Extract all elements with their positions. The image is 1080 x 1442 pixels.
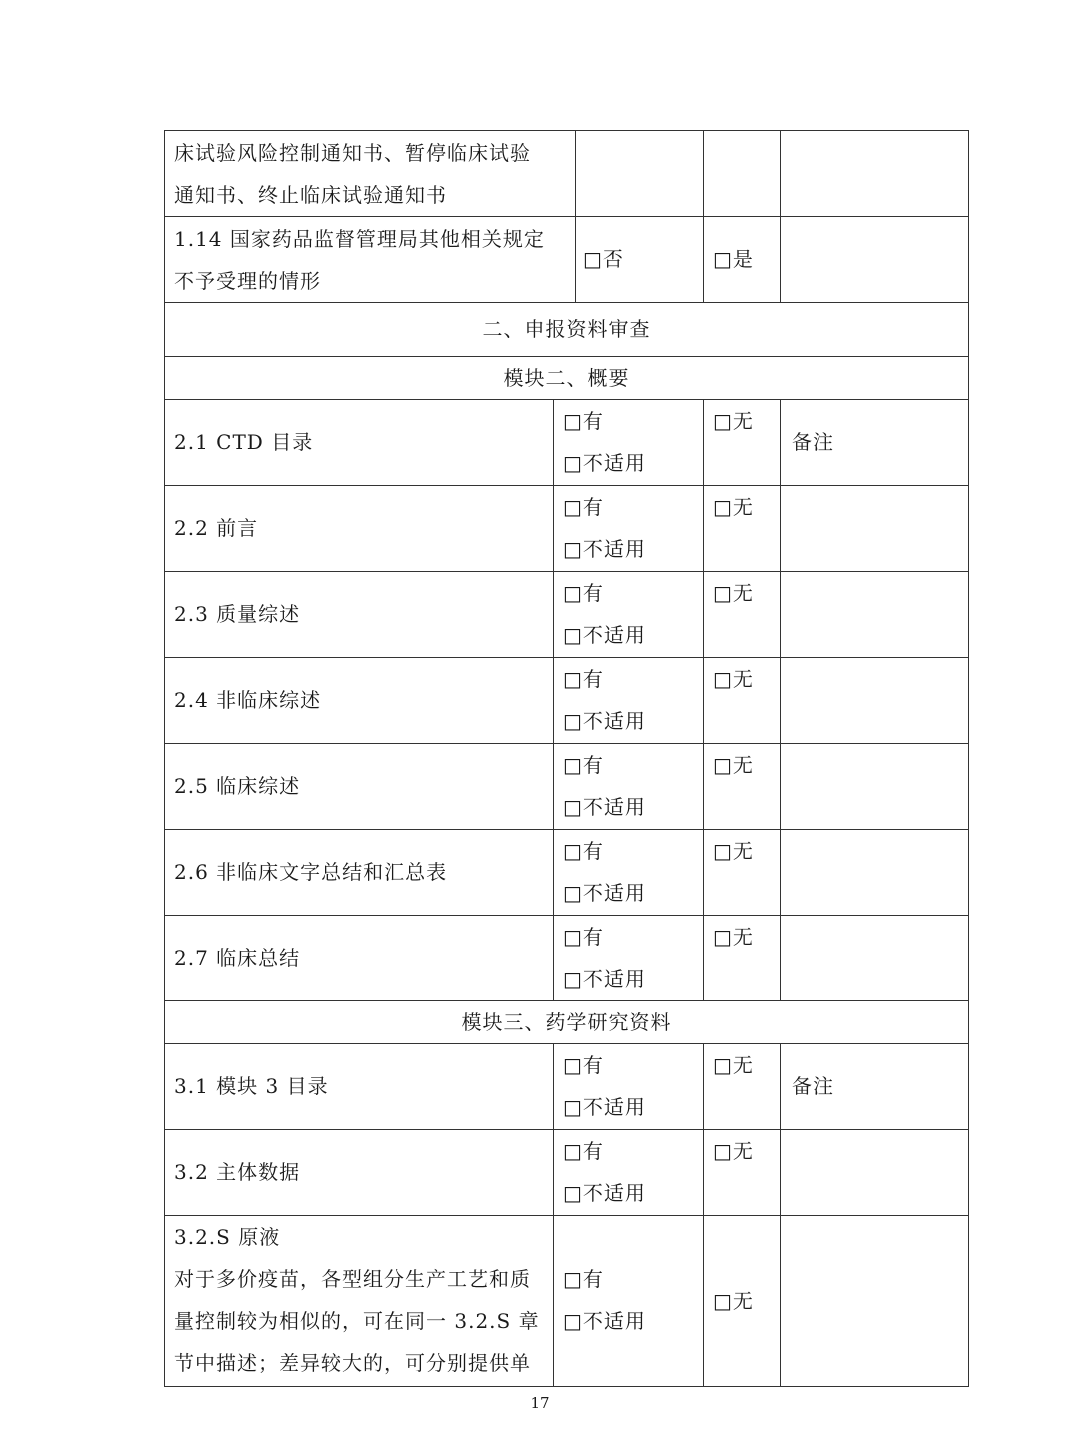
checkbox-has[interactable]: □有 [563, 495, 604, 519]
item-label: 2.3 质量综述 [174, 602, 301, 626]
checkbox-not-applicable[interactable]: □不适用 [563, 967, 646, 991]
checkbox-none[interactable]: □无 [713, 667, 754, 691]
checkbox-not-applicable[interactable]: □不适用 [563, 537, 646, 561]
remark-label: 备注 [792, 1074, 834, 1098]
item-label: 2.5 临床综述 [174, 774, 301, 798]
checkbox-has[interactable]: □有 [563, 1139, 604, 1163]
checkbox-not-applicable[interactable]: □不适用 [563, 623, 646, 647]
item-label: 3.2 主体数据 [174, 1160, 301, 1184]
col-divider [703, 399, 704, 1000]
checkbox-not-applicable[interactable]: □不适用 [563, 1181, 646, 1205]
col-divider [703, 1043, 704, 1387]
checkbox-not-applicable[interactable]: □不适用 [563, 795, 646, 819]
col-divider [780, 399, 781, 1000]
item-label: 2.4 非临床综述 [174, 688, 322, 712]
page-number: 17 [530, 1394, 550, 1412]
item-label: 3.1 模块 3 目录 [174, 1074, 329, 1098]
row-divider [164, 216, 969, 217]
checkbox-none[interactable]: □无 [713, 753, 754, 777]
checkbox-has[interactable]: □有 [563, 581, 604, 605]
col-divider [703, 130, 704, 302]
row-label: 1.14 国家药品监督管理局其他相关规定 不予受理的情形 [174, 227, 545, 293]
row-divider [164, 302, 969, 303]
item-label: 2.2 前言 [174, 516, 259, 540]
checkbox-has[interactable]: □有 [563, 667, 604, 691]
option-yes-checkbox[interactable]: □是 [713, 247, 754, 271]
section-title: 二、申报资料审查 [482, 317, 651, 341]
checkbox-not-applicable[interactable]: □不适用 [563, 881, 646, 905]
item-label: 2.7 临床总结 [174, 946, 301, 970]
checkbox-has[interactable]: □有 [563, 1267, 604, 1291]
col-divider [553, 399, 554, 1000]
checkbox-not-applicable[interactable]: □不适用 [563, 1095, 646, 1119]
item-label: 2.6 非临床文字总结和汇总表 [174, 860, 448, 884]
row-label: 床试验风险控制通知书、暂停临床试验 通知书、终止临床试验通知书 [174, 141, 531, 207]
module-3-title: 模块三、药学研究资料 [461, 1010, 672, 1034]
checkbox-has[interactable]: □有 [563, 753, 604, 777]
checkbox-none[interactable]: □无 [713, 495, 754, 519]
checkbox-has[interactable]: □有 [563, 839, 604, 863]
col-divider [780, 130, 781, 302]
col-divider [575, 130, 576, 302]
remark-label: 备注 [792, 430, 834, 454]
checkbox-none[interactable]: □无 [713, 925, 754, 949]
checkbox-not-applicable[interactable]: □不适用 [563, 709, 646, 733]
option-no-checkbox[interactable]: □否 [583, 247, 624, 271]
checkbox-none[interactable]: □无 [713, 581, 754, 605]
checkbox-has[interactable]: □有 [563, 409, 604, 433]
col-divider [780, 1043, 781, 1387]
module-2-title: 模块二、概要 [503, 366, 630, 390]
checkbox-none[interactable]: □无 [713, 839, 754, 863]
checkbox-has[interactable]: □有 [563, 925, 604, 949]
checkbox-none[interactable]: □无 [713, 1053, 754, 1077]
checkbox-not-applicable[interactable]: □不适用 [563, 451, 646, 475]
checkbox-none[interactable]: □无 [713, 1289, 754, 1313]
item-label: 2.1 CTD 目录 [174, 430, 314, 454]
checkbox-has[interactable]: □有 [563, 1053, 604, 1077]
checkbox-none[interactable]: □无 [713, 409, 754, 433]
checkbox-not-applicable[interactable]: □不适用 [563, 1309, 646, 1333]
checkbox-none[interactable]: □无 [713, 1139, 754, 1163]
item-label: 3.2.S 原液 对于多价疫苗，各型组分生产工艺和质 量控制较为相似的，可在同一 3.2.S 章 节中描述；差异较大的，可分别提供单 [174, 1225, 540, 1375]
col-divider [553, 1043, 554, 1387]
